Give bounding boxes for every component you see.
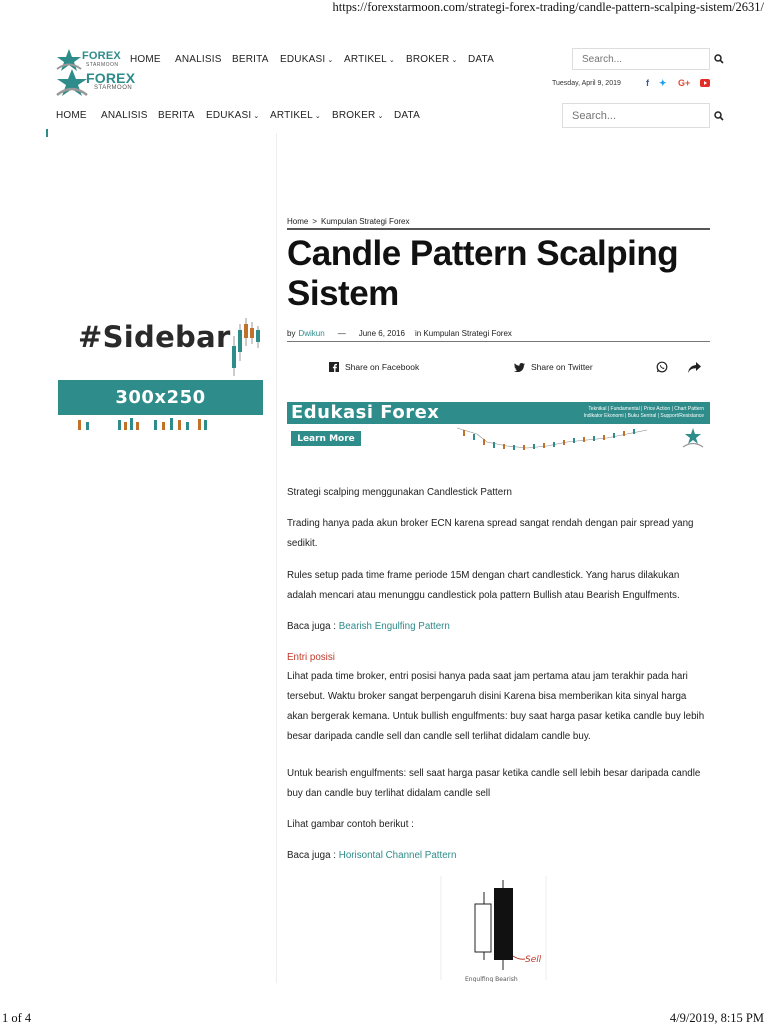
chevron-down-icon: ⌄ [314, 112, 321, 120]
print-url: https://forexstarmoon.com/strategi-forex-trading/candle-pattern-scalping-sistem/2631/ [332, 0, 764, 14]
breadcrumb-separator: > [312, 217, 318, 226]
nav-berita[interactable] [158, 110, 195, 121]
print-page-number: 1 of 4 [2, 1011, 32, 1024]
sidebar-accent [46, 129, 48, 137]
read-also-2 [287, 846, 707, 866]
sidebar-ad-hashtag: #Sidebar [78, 320, 231, 354]
nav-home-label: HOME [56, 110, 87, 121]
nav-home[interactable] [130, 54, 161, 65]
byline-rule [287, 341, 710, 342]
chevron-down-icon: ⌄ [377, 112, 384, 120]
breadcrumb-home[interactable]: Home [287, 217, 309, 226]
share-facebook-button[interactable] [329, 362, 419, 372]
nav-edukasi[interactable] [206, 110, 259, 121]
logo-sub: STARMOON [86, 62, 119, 68]
breadcrumb-rule [287, 228, 710, 230]
nav-artikel[interactable] [344, 54, 395, 65]
read-also-1 [287, 617, 707, 637]
print-datetime: 4/9/2019, 8:15 PM [669, 1011, 764, 1024]
nav-berita[interactable] [232, 54, 269, 65]
share-twitter-label: Share on Twitter [531, 362, 593, 372]
article-p4: Lihat pada time broker, entri posisi hanya pada saat jam pertama atau jam terakhir pada hari tersebut. Waktu broker sangat berpengaruh disini Karena bisa memberikan kita sinyal harga akan bergerak kemana. Untuk bullish engulfments: buy saat harga pasar ketika candle buy lebih besar daripada candle sell dan candle sell terlihat didalam candle buy. [287, 671, 705, 742]
nav-data-label: DATA [468, 54, 494, 65]
search-icon[interactable] [714, 54, 724, 64]
engulfing-candles-icon [439, 876, 549, 982]
google-plus-icon[interactable]: G+ [678, 78, 691, 88]
chevron-down-icon: ⌄ [253, 112, 260, 120]
chevron-down-icon: ⌄ [451, 56, 458, 64]
edukasi-banner[interactable] [287, 402, 710, 453]
article-category[interactable]: in Kumpulan Strategi Forex [414, 329, 512, 338]
nav-home-label: HOME [130, 54, 161, 65]
article-p2: Trading hanya pada akun broker ECN karena spread sangat rendah dengan pair spread yang sedikit. [287, 518, 694, 549]
nav-broker-label: BROKER [332, 110, 376, 121]
learn-more-button[interactable]: Learn More [291, 431, 361, 446]
nav-berita-label: BERITA [232, 54, 269, 65]
author-link[interactable]: Dwikun [298, 329, 325, 338]
nav-analisis-label: ANALISIS [101, 110, 148, 121]
search-input[interactable] [573, 49, 714, 69]
sidebar-ad-size: 300x250 [115, 387, 206, 408]
byline-dash: — [337, 329, 346, 338]
facebook-icon [329, 362, 339, 372]
sidebar-ad[interactable] [58, 316, 264, 434]
nav-analisis[interactable] [101, 110, 148, 121]
engulfing-chart-image [439, 876, 549, 982]
article-p3: Rules setup pada time frame periode 15M dengan chart candlestick. Yang harus dilakukan adalah mencari atau menunggu candlestick pola pattern Bullish atau Bearish Engulfments. [287, 570, 680, 601]
banner-tags-line1: Teknikal | Fundamental | Price Action | Chart Pattern [588, 406, 704, 412]
search-box [572, 48, 710, 70]
nav-artikel-label: ARTIKEL [344, 54, 387, 65]
nav-broker[interactable] [406, 54, 458, 65]
share-icon[interactable] [688, 360, 701, 378]
article-p1: Strategi scalping menggunakan Candlestick Pattern [287, 487, 512, 498]
nav-edukasi[interactable] [280, 54, 333, 65]
read-also-link-bearish[interactable]: Bearish Engulfing Pattern [338, 621, 450, 632]
section-heading-entri: Entri posisi [287, 652, 335, 663]
breadcrumb [287, 217, 410, 226]
nav-artikel[interactable] [270, 110, 321, 121]
search-icon[interactable] [714, 111, 724, 121]
nav-data-label: DATA [394, 110, 420, 121]
image-sell-label: Sell [525, 955, 542, 965]
twitter-icon [514, 363, 525, 372]
nav-edukasi-label: EDUKASI [206, 110, 252, 121]
sidebar-divider [276, 133, 277, 983]
nav-home[interactable] [56, 110, 87, 121]
whatsapp-icon[interactable] [656, 360, 668, 378]
breadcrumb-category[interactable]: Kumpulan Strategi Forex [321, 217, 410, 226]
nav-artikel-label: ARTIKEL [270, 110, 313, 121]
image-caption: Engulfing Bearish [465, 976, 518, 982]
youtube-icon[interactable] [700, 79, 710, 89]
nav-analisis-label: ANALISIS [175, 54, 222, 65]
read-also-link-horisontal[interactable]: Horisontal Channel Pattern [338, 850, 457, 861]
article-p6: Lihat gambar contoh berikut : [287, 819, 414, 830]
read-also-label: Baca juga : [287, 621, 337, 632]
banner-tags [584, 406, 704, 420]
logo-sub: STARMOON [94, 85, 133, 91]
article-p5: Untuk bearish engulfments: sell saat harga pasar ketika candle sell lebih besar daripada candle buy dan candle buy terlihat didalam candle sell [287, 768, 701, 799]
nav-edukasi-label: EDUKASI [280, 54, 326, 65]
article-date: June 6, 2016 [358, 329, 405, 338]
page-title: Candle Pattern Scalping Sistem [287, 234, 679, 313]
nav-analisis[interactable] [175, 54, 222, 65]
site-logo-large[interactable] [56, 68, 146, 98]
byline-by: by [287, 329, 296, 338]
nav-data[interactable] [468, 54, 494, 65]
share-facebook-label: Share on Facebook [345, 362, 420, 372]
nav-broker-label: BROKER [406, 54, 450, 65]
search-input[interactable] [563, 104, 714, 127]
chevron-down-icon: ⌄ [388, 56, 395, 64]
twitter-icon[interactable]: ✦ [659, 78, 667, 88]
banner-tags-line2: Indikator Ekonomi | Buku Sentral | Support/Resistance [583, 413, 704, 419]
read-also-label: Baca juga : [287, 850, 337, 861]
share-twitter-button[interactable] [514, 362, 593, 372]
header-date: Tuesday, April 9, 2019 [552, 80, 621, 87]
nav-berita-label: BERITA [158, 110, 195, 121]
nav-data[interactable] [394, 110, 420, 121]
facebook-icon[interactable]: f [646, 78, 649, 88]
star-logo-icon [56, 68, 88, 98]
banner-headline: Edukasi Forex [291, 402, 440, 423]
article-byline [287, 329, 512, 338]
nav-broker[interactable] [332, 110, 384, 121]
search-box [562, 103, 710, 128]
chevron-down-icon: ⌄ [327, 56, 334, 64]
logo-brand: FOREX [82, 50, 121, 62]
logo-brand: FOREX [86, 70, 136, 86]
